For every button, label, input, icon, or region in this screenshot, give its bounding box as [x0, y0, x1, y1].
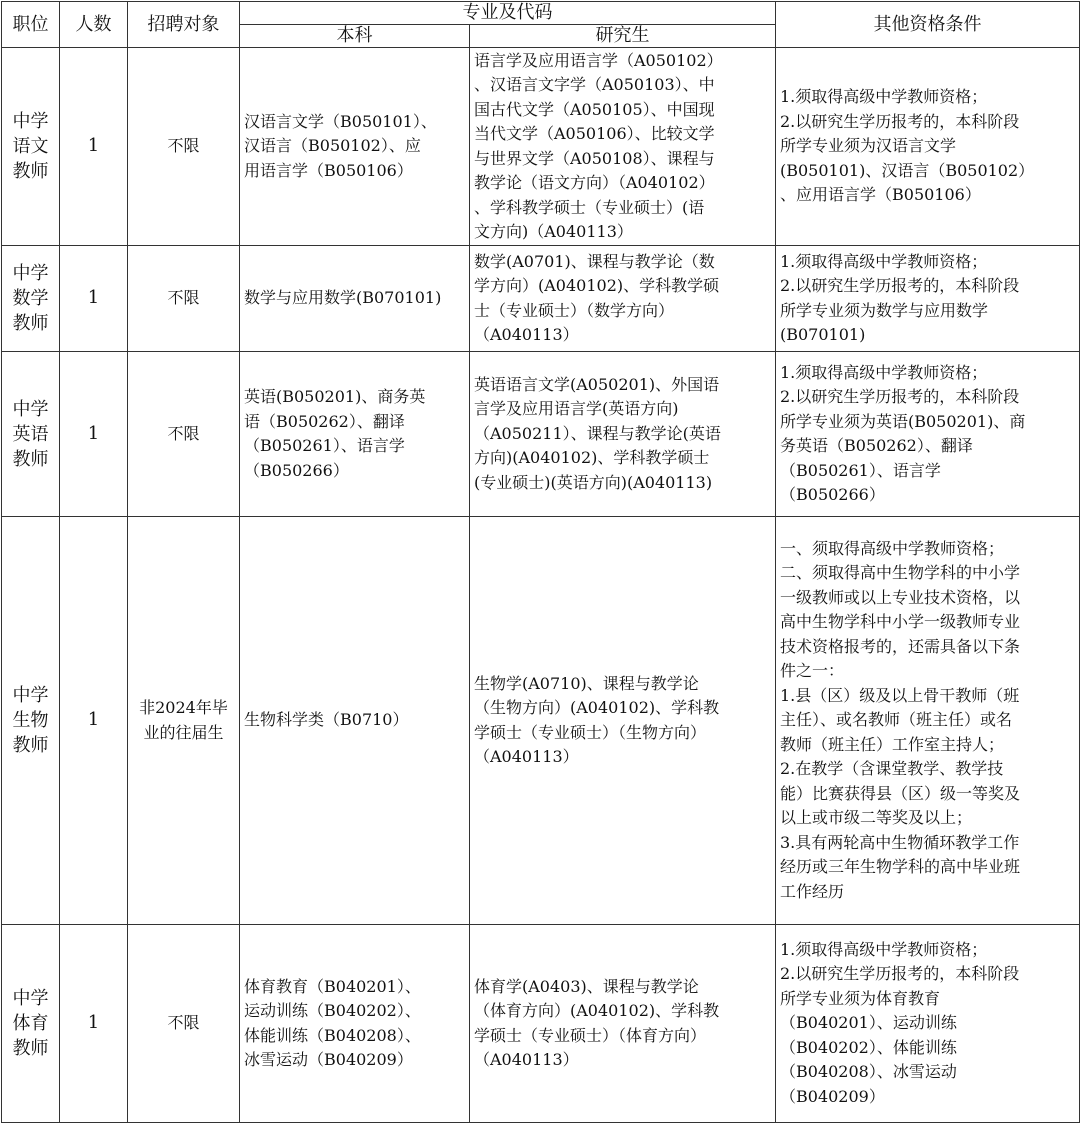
cell-graduate-line: 英语语言文学(A050201)、外国语 — [474, 374, 720, 394]
header-other: 其他资格条件 — [776, 2, 1080, 48]
cell-position — [2, 925, 60, 1123]
cell-count — [60, 925, 128, 1123]
cell-undergrad-line: （B050266） — [244, 460, 349, 480]
cell-undergrad — [240, 517, 470, 925]
cell-other-line: 二、须取得高中生物学科的中小学 — [780, 563, 1021, 583]
cell-other-line: （B040202）、体能训练 — [780, 1037, 957, 1057]
cell-other-line: 件之一： — [780, 661, 845, 681]
cell-position — [2, 48, 60, 246]
cell-graduate-line: 生物学(A0710)、课程与教学论 — [474, 673, 699, 693]
cell-count — [60, 352, 128, 517]
cell-position-line: 教师 — [12, 313, 49, 334]
cell-graduate — [470, 246, 776, 352]
table-row — [2, 246, 1080, 352]
cell-graduate — [470, 925, 776, 1123]
cell-undergrad-line: 体育教育（B040201）、 — [244, 976, 421, 996]
cell-graduate-line: 语言学及应用语言学（A050102） — [474, 50, 723, 70]
cell-target-line: 不限 — [167, 288, 200, 308]
cell-undergrad — [240, 48, 470, 246]
cell-undergrad — [240, 246, 470, 352]
cell-graduate — [470, 352, 776, 517]
cell-target — [128, 352, 240, 517]
cell-other-line: 1.须取得高级中学教师资格； — [780, 251, 988, 271]
cell-graduate-line: 教学论（语文方向）（A040102） — [474, 173, 715, 192]
cell-count-line: 1 — [87, 135, 100, 157]
table-body — [2, 48, 1080, 1123]
cell-graduate — [470, 517, 776, 925]
cell-target — [128, 48, 240, 246]
cell-graduate-line: 、汉语言文字学（A050103）、中 — [474, 75, 715, 94]
cell-other-line: 技术资格报考的，还需具备以下条 — [780, 636, 1021, 656]
header-target: 招聘对象 — [128, 2, 240, 48]
cell-target-line: 业的往届生 — [143, 722, 224, 742]
cell-other-line: 教师（班主任）工作室主持人； — [780, 734, 1005, 754]
cell-graduate-line: （生物方向）(A040102)、学科教 — [474, 698, 720, 717]
cell-other — [776, 48, 1080, 246]
cell-other-line: 2.以研究生学历报考的，本科阶段 — [780, 964, 1020, 984]
cell-graduate-line: 体育学(A0403)、课程与教学论 — [474, 976, 699, 996]
cell-position-line: 数学 — [12, 288, 49, 309]
cell-position — [2, 517, 60, 925]
cell-graduate-line: 文方向)（A040113） — [474, 222, 633, 241]
cell-position-line: 中学 — [12, 398, 49, 420]
cell-undergrad-line: 用语言学（B050106） — [244, 160, 413, 180]
header-major-group: 专业及代码 — [240, 2, 776, 25]
cell-graduate-line: 学硕士（专业硕士）（体育方向） — [474, 1025, 707, 1045]
cell-position-line: 中学 — [12, 685, 49, 706]
cell-other-line: （B050266） — [780, 485, 885, 504]
cell-graduate-line: 、学科教学硕士（专业硕士）(语 — [474, 197, 705, 217]
table-row — [2, 925, 1080, 1123]
cell-other-line: 、应用语言学（B050106） — [780, 185, 981, 205]
cell-other-line: （B040209） — [780, 1086, 885, 1106]
cell-graduate — [470, 48, 776, 246]
cell-position-line: 生物 — [12, 710, 49, 731]
cell-graduate-line: 与世界文学（A050108）、课程与 — [474, 148, 715, 168]
cell-position-line: 语文 — [12, 136, 49, 157]
cell-undergrad-line: （B050261）、语言学 — [244, 436, 405, 455]
cell-target-line: 非2024年毕 — [139, 698, 228, 717]
table-row — [2, 517, 1080, 925]
cell-other-line: 工作经历 — [780, 881, 845, 901]
table-row — [2, 352, 1080, 517]
cell-position-line: 中学 — [12, 111, 49, 132]
cell-count-line: 1 — [87, 287, 100, 309]
cell-other-line: 所学专业须为英语(B050201)、商 — [780, 411, 1026, 431]
cell-other-line: 能）比赛获得县（区）级一等奖及 — [780, 783, 1021, 803]
cell-other-line: 3.具有两轮高中生物循环教学工作 — [780, 832, 1020, 852]
cell-position-line: 教师 — [12, 735, 49, 756]
cell-graduate-line: 士（专业硕士）（数学方向） — [474, 300, 675, 320]
cell-target — [128, 246, 240, 352]
cell-other-line: 所学专业须为体育教育 — [780, 988, 941, 1008]
cell-undergrad-line: 英语(B050201)、商务英 — [244, 387, 426, 406]
recruitment-table — [1, 1, 1080, 1123]
header-undergrad: 本科 — [240, 25, 470, 48]
cell-graduate-line: (专业硕士)(英语方向)(A040113) — [474, 472, 713, 492]
cell-graduate-line: 当代文学（A050106）、比较文学 — [474, 124, 715, 143]
cell-position — [2, 352, 60, 517]
cell-graduate-line: 学方向）(A040102)、学科教学硕 — [474, 276, 720, 295]
cell-other-line: 以上或市级二等奖及以上； — [780, 808, 973, 828]
cell-other-line: 所学专业须为汉语言文学 — [780, 136, 957, 156]
cell-other-line: 务英语（B050262）、翻译 — [780, 436, 973, 455]
cell-other-line: 一、须取得高级中学教师资格； — [780, 538, 1005, 558]
cell-undergrad-line: 数学与应用数学(B070101) — [244, 288, 442, 308]
cell-count-line: 1 — [87, 422, 100, 444]
cell-count — [60, 517, 128, 925]
cell-undergrad — [240, 352, 470, 517]
cell-other-line: 所学专业须为数学与应用数学 — [780, 300, 989, 320]
cell-other-line: 2.以研究生学历报考的，本科阶段 — [780, 387, 1020, 406]
header-position: 职位 — [2, 2, 60, 48]
cell-other — [776, 246, 1080, 352]
cell-graduate-line: 国古代文学（A050105）、中国现 — [474, 99, 715, 119]
table-row — [2, 48, 1080, 246]
cell-graduate-line: （A040113） — [474, 1050, 579, 1069]
cell-position-line: 体育 — [12, 1013, 49, 1034]
cell-position — [2, 246, 60, 352]
cell-graduate-line: （体育方向）(A040102)、学科教 — [474, 1001, 720, 1020]
cell-other-line: 2.在教学（含课堂教学、教学技 — [780, 759, 1004, 779]
cell-other-line: 一级教师或以上专业技术资格，以 — [780, 587, 1021, 607]
cell-undergrad-line: 汉语言（B050102）、应 — [244, 136, 421, 156]
cell-graduate-line: 数学(A0701)、课程与教学论（数 — [474, 251, 715, 271]
cell-count — [60, 48, 128, 246]
cell-other-line: (B050101)、汉语言（B050102） — [780, 160, 1035, 180]
cell-count-line: 1 — [87, 709, 100, 731]
cell-other-line: （B050261）、语言学 — [780, 460, 941, 480]
cell-graduate-line: （A050211）、课程与教学论(英语 — [474, 423, 721, 443]
cell-undergrad-line: 生物科学类（B0710） — [244, 710, 409, 730]
cell-undergrad-line: 冰雪运动（B040209） — [244, 1050, 413, 1069]
cell-position-line: 教师 — [12, 448, 49, 470]
cell-undergrad-line: 汉语言文学（B050101）、 — [244, 111, 437, 131]
cell-other — [776, 352, 1080, 517]
cell-count-line: 1 — [87, 1012, 100, 1034]
cell-other-line: 经历或三年生物学科的高中毕业班 — [780, 857, 1021, 877]
cell-count — [60, 246, 128, 352]
cell-position-line: 中学 — [12, 263, 49, 284]
cell-position-line: 中学 — [12, 988, 49, 1009]
cell-other-line: 主任）、或名教师（班主任）或名 — [780, 710, 1013, 730]
cell-target-line: 不限 — [167, 1013, 200, 1033]
cell-other-line: 1.县（区）级及以上骨干教师（班 — [780, 685, 1020, 705]
header-count: 人数 — [60, 2, 128, 48]
cell-other-line: （B040208）、冰雪运动 — [780, 1062, 957, 1082]
cell-graduate-line: （A040113） — [474, 747, 579, 766]
cell-undergrad-line: 体能训练（B040208）、 — [244, 1025, 421, 1045]
cell-target-line: 不限 — [167, 136, 200, 156]
cell-position-line: 英语 — [12, 423, 49, 445]
cell-other-line: 高中生物学科中小学一级教师专业 — [780, 612, 1021, 632]
cell-target-line: 不限 — [167, 423, 200, 443]
cell-other-line: 1.须取得高级中学教师资格； — [780, 362, 988, 382]
cell-graduate-line: 方向)(A040102)、学科教学硕士 — [474, 448, 710, 468]
cell-target — [128, 517, 240, 925]
cell-undergrad — [240, 925, 470, 1123]
cell-other-line: 1.须取得高级中学教师资格； — [780, 87, 988, 107]
cell-other-line: 1.须取得高级中学教师资格； — [780, 939, 988, 959]
cell-other — [776, 517, 1080, 925]
cell-graduate-line: （A040113） — [474, 325, 579, 344]
cell-graduate-line: 学硕士（专业硕士）（生物方向） — [474, 722, 707, 742]
header-graduate: 研究生 — [470, 25, 776, 48]
cell-position-line: 教师 — [12, 1038, 49, 1059]
cell-other-line: 2.以研究生学历报考的，本科阶段 — [780, 276, 1020, 295]
cell-undergrad-line: 语（B050262）、翻译 — [244, 411, 405, 431]
cell-target — [128, 925, 240, 1123]
cell-graduate-line: 言学及应用语言学(英语方向) — [474, 399, 679, 419]
cell-other-line: （B040201）、运动训练 — [780, 1013, 957, 1033]
cell-undergrad-line: 运动训练（B040202）、 — [244, 1001, 421, 1020]
cell-position-line: 教师 — [12, 161, 49, 182]
cell-other-line: 2.以研究生学历报考的，本科阶段 — [780, 111, 1020, 131]
cell-other — [776, 925, 1080, 1123]
cell-other-line: (B070101) — [780, 325, 866, 344]
